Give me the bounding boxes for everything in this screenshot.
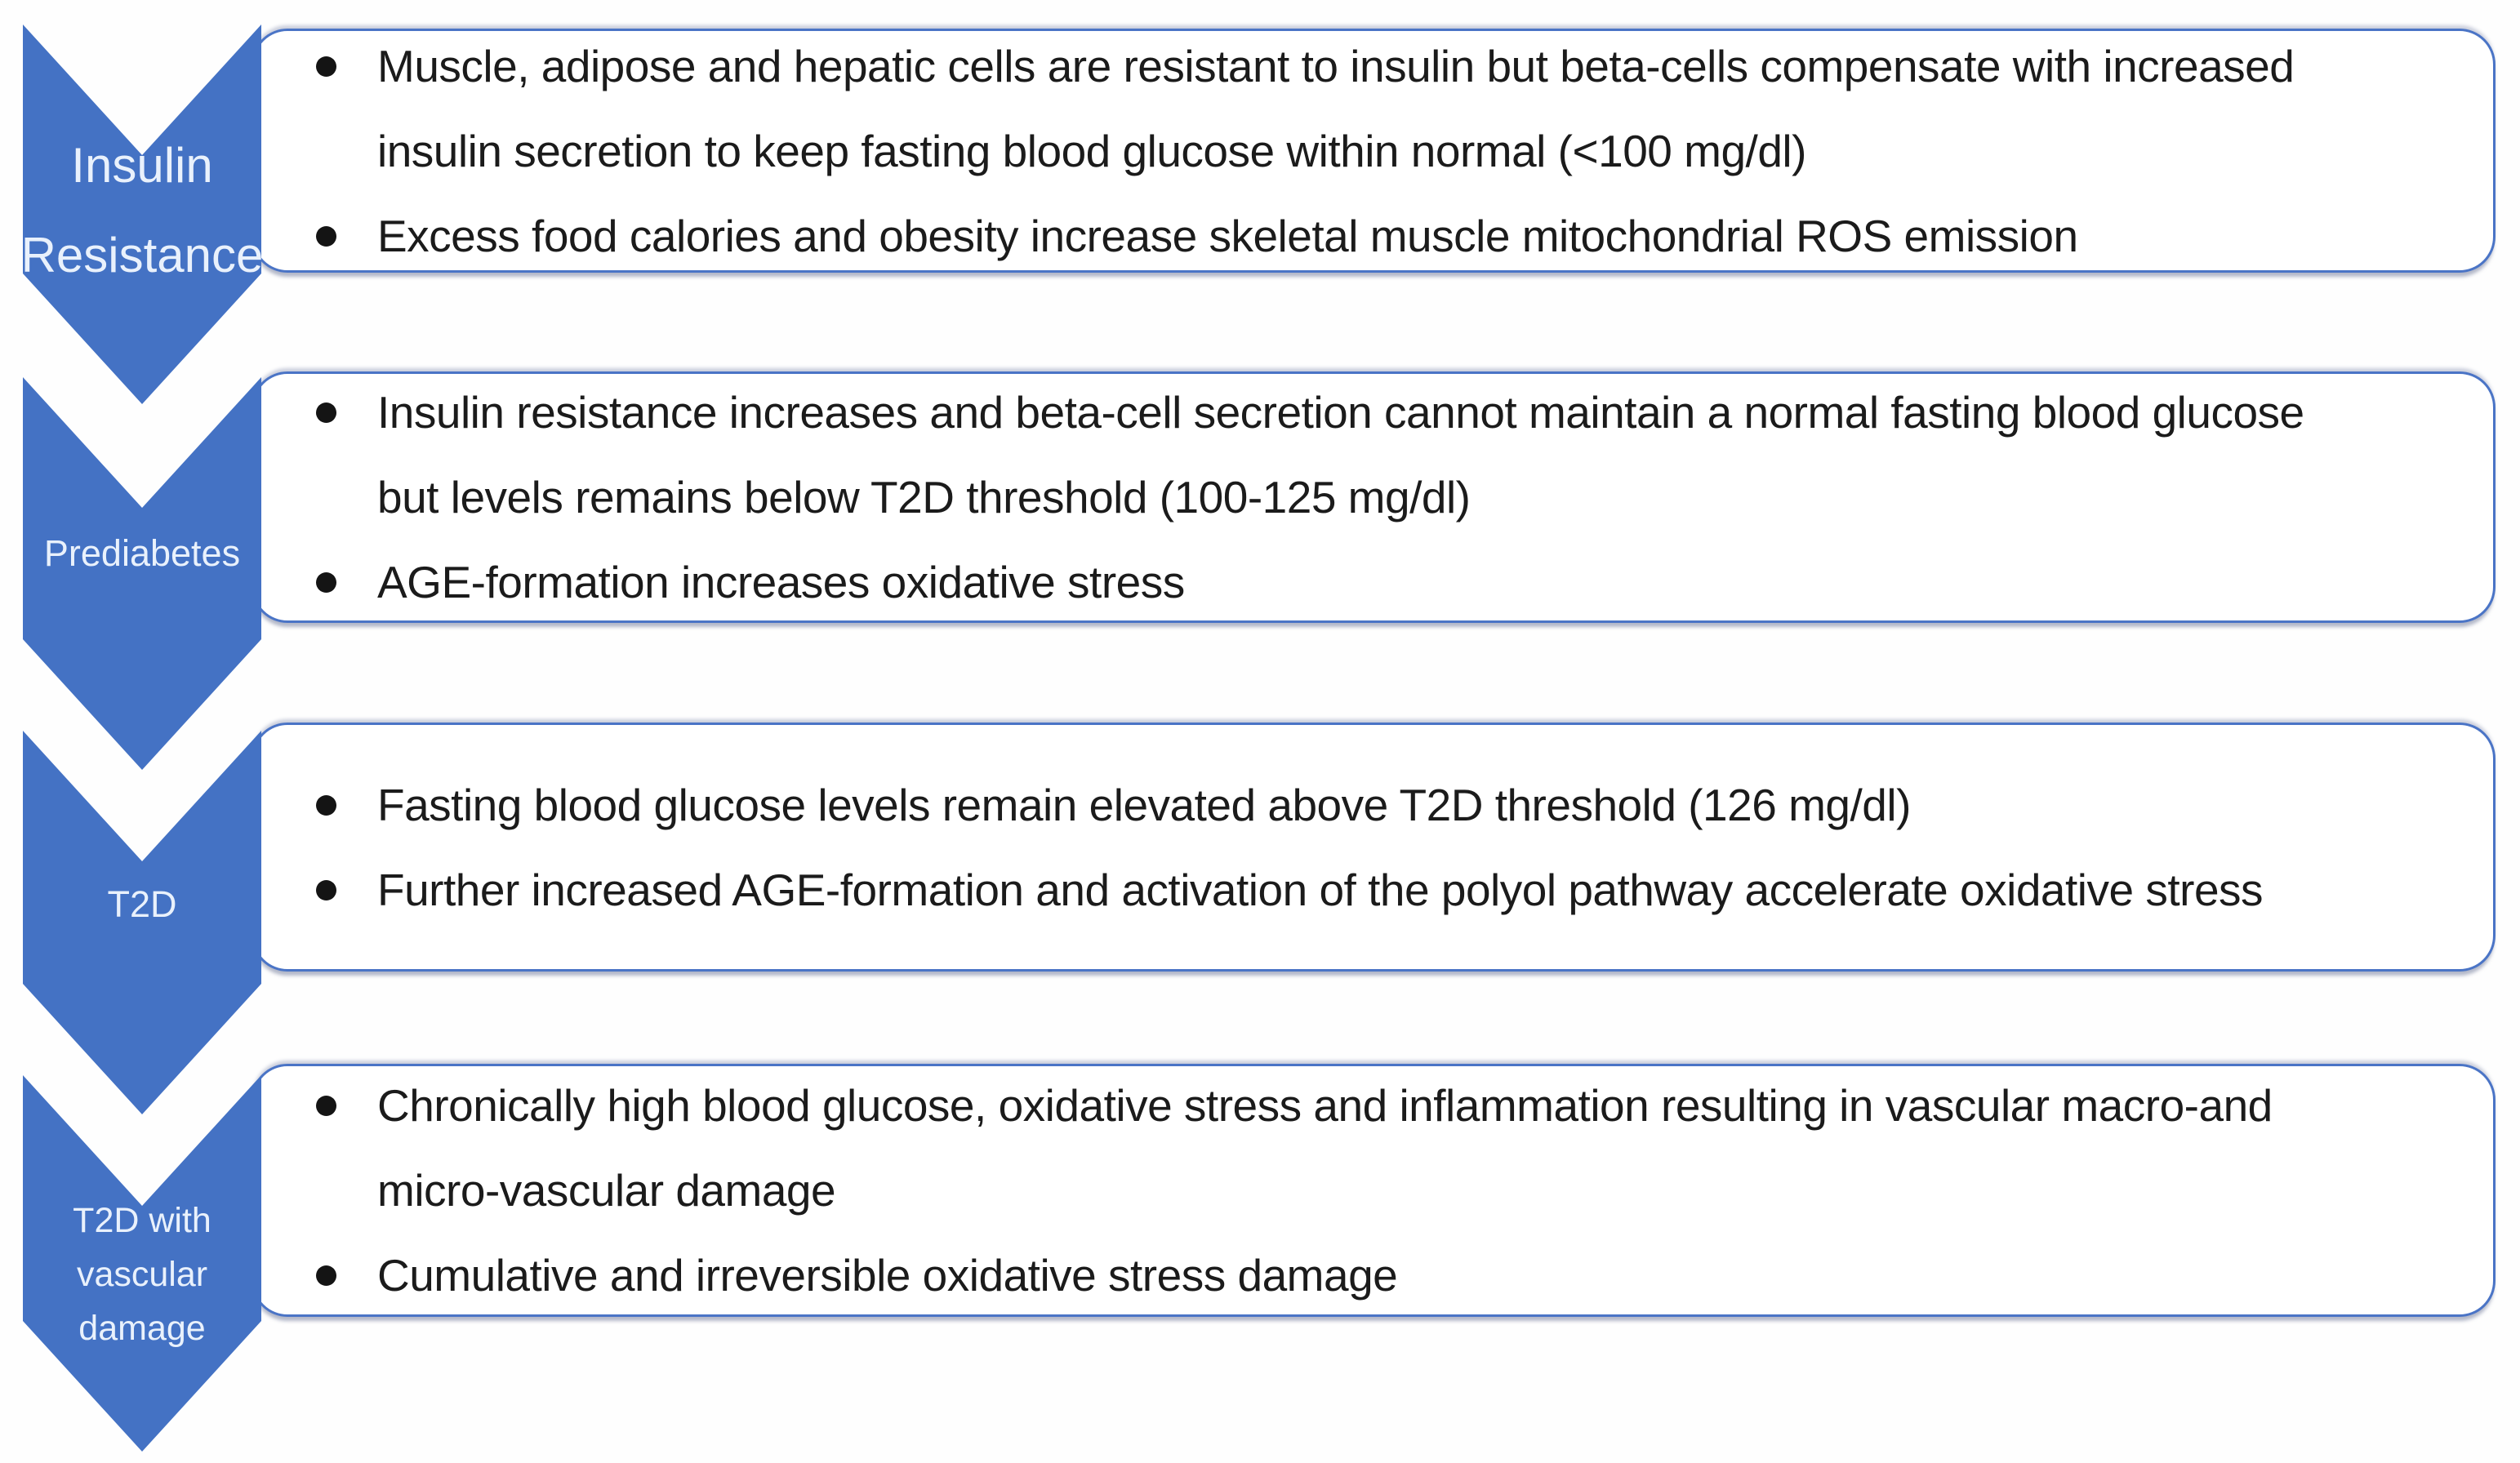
chevron-label-line: Prediabetes — [43, 532, 241, 574]
bullet-dot-icon — [316, 795, 336, 816]
chevron-label-line: vascular damage — [76, 1255, 208, 1348]
bullet-text: Cumulative and irreversible oxidative stress damage — [377, 1250, 1398, 1301]
chevron-label-line: Insulin — [71, 138, 213, 193]
chevron-label-line: T2D with — [73, 1201, 211, 1240]
bullet-dot-icon — [316, 1265, 336, 1286]
chevron-label-t2d — [20, 882, 265, 927]
stage-box-prediabetes — [252, 371, 2496, 623]
chevron-label-line: T2D — [107, 883, 177, 925]
bullet-dot-icon — [316, 56, 336, 77]
stage-box-t2d-vascular-damage — [252, 1064, 2496, 1317]
chevron-label-prediabetes — [20, 531, 265, 576]
bullet-item — [308, 847, 2349, 932]
bullet-dot-icon — [316, 226, 336, 247]
chevron-label-line: Resistance — [20, 228, 264, 282]
chevron-label-t2d-vascular — [20, 1194, 265, 1355]
bullet-dot-icon — [316, 880, 336, 900]
bullet-text: Insulin resistance increases and beta-cell secretion cannot maintain a normal fasting blood glucose but levels remains below T2D threshold (100-125 mg/dl) — [377, 387, 2304, 522]
bullet-item — [308, 763, 2349, 847]
bullet-dot-icon — [316, 402, 336, 423]
stage-box-insulin-resistance — [252, 29, 2496, 273]
bullet-item — [308, 370, 2349, 540]
bullet-text: Further increased AGE-formation and activation of the polyol pathway accelerate oxidative stress — [377, 864, 2264, 915]
bullet-dot-icon — [316, 1096, 336, 1116]
bullet-item — [308, 1233, 2349, 1318]
bullet-dot-icon — [316, 572, 336, 593]
bullet-item — [308, 24, 2349, 193]
bullet-list — [308, 370, 2349, 625]
bullet-list — [308, 24, 2349, 278]
chevron-label-insulin-resistance — [20, 121, 265, 300]
bullet-list — [308, 763, 2349, 932]
bullet-text: Excess food calories and obesity increase skeletal muscle mitochondrial ROS emission — [377, 210, 2078, 261]
bullet-text: AGE-formation increases oxidative stress — [377, 557, 1185, 607]
bullet-item — [308, 540, 2349, 625]
bullet-item — [308, 1063, 2349, 1233]
stage-box-t2d — [252, 723, 2496, 972]
bullet-list — [308, 1063, 2349, 1318]
bullet-item — [308, 193, 2349, 278]
bullet-text: Muscle, adipose and hepatic cells are resistant to insulin but beta-cells compensate with increased insulin secretion to keep fasting blood glucose within normal (<100 mg/dl) — [377, 40, 2295, 176]
bullet-text: Chronically high blood glucose, oxidative stress and inflammation resulting in vascular macro-and micro-vascular damage — [377, 1080, 2273, 1216]
bullet-text: Fasting blood glucose levels remain elevated above T2D threshold (126 mg/dl) — [377, 779, 1911, 830]
